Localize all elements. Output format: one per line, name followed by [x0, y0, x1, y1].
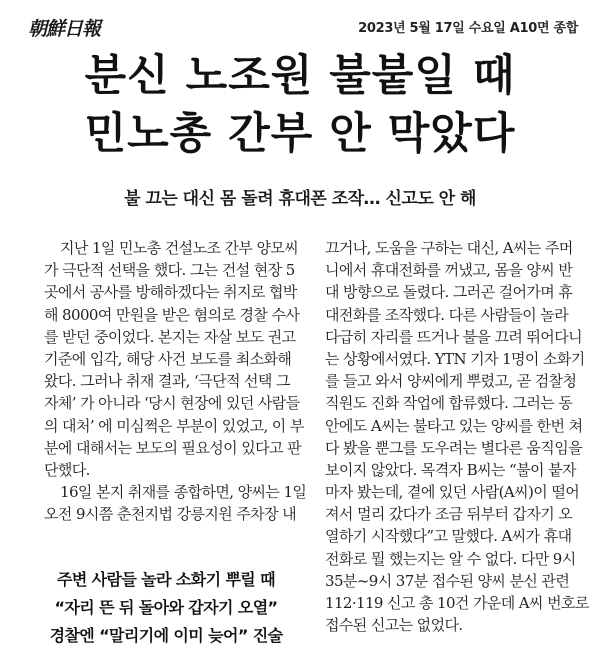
body-line: 35분~9시 37분 접수된 양씨 분신 관련	[325, 571, 570, 590]
body-line: 를 들고 와서 양씨에게 뿌렸고, 곧 검찰청	[325, 372, 577, 391]
body-line: 기준에 입각, 해당 사건 보도를 최소화해	[44, 349, 292, 368]
body-line: 16일 본지 취재를 종합하면, 양씨는 1일	[60, 483, 307, 502]
pull-quote-box	[36, 566, 296, 650]
pull-quote-line: “자리 뜬 뒤 돌아와 갑자기 오열”	[54, 598, 278, 617]
body-line: 오전 9시쯤 춘천지법 강릉지원 주차장 내	[44, 505, 297, 524]
body-line: 자체’ 가 아니라 ‘당시 현장에 있던 사람들	[44, 394, 300, 413]
subheadline: 불 끄는 대신 몸 돌려 휴대폰 조작… 신고도 안 해	[124, 189, 476, 209]
body-line: 왔다. 그러나 취재 결과, ‘극단적 선택 그	[44, 372, 290, 391]
headline-line-2: 민노총 간부 안 막았다	[84, 109, 516, 159]
article-column-right	[325, 237, 589, 636]
body-line: 전화로 뭘 했는지는 알 수 없다. 다만 9시	[325, 549, 576, 568]
body-line: 니에서 휴대전화를 꺼냈고, 몸을 양씨 반	[325, 261, 573, 280]
body-line: 분에 대해서는 보도의 필요성이 있다고 판	[44, 438, 301, 457]
body-line: 열하기 시작했다”고 말했다. A씨가 휴대	[325, 527, 572, 546]
publication-dateline: 2023년 5월 17일 수요일 A10면 종합	[358, 21, 578, 36]
body-line: 112·119 신고 총 10건 가운데 A씨 번호로	[325, 594, 589, 612]
body-line: 대 방향으로 돌렸다. 그러곤 걸어가며 휴	[325, 283, 573, 302]
pull-quote-line: 주변 사람들 놀라 소화기 뿌릴 때	[57, 570, 275, 589]
body-line: 다 봤을 뿐그를 도우려는 별다른 움직임을	[325, 438, 582, 457]
headline-line-1: 분신 노조원 불붙일 때	[84, 51, 516, 101]
body-line: 가 극단적 선택을 했다. 그는 건설 현장 5	[44, 261, 295, 280]
body-line: 마자 봤는데, 곁에 있던 사람(A씨)이 떨어	[325, 483, 580, 502]
body-line: 대전화를 조작했다. 다른 사람들이 놀라	[325, 305, 569, 324]
newspaper-masthead: 朝鮮日報	[28, 18, 101, 40]
pull-quote-line: 경찰엔 “말리기에 이미 늦어” 진술	[49, 626, 283, 645]
body-line: 접수된 신고는 없었다.	[325, 616, 463, 635]
body-line: 다급히 자리를 뜨거나 불을 끄려 뛰어다니	[325, 327, 582, 346]
body-line: 보이지 않았다. 목격자 B씨는 “불이 붙자	[325, 460, 576, 479]
body-line: 직원도 진화 작업에 합류했다. 그러는 동	[325, 394, 573, 413]
body-line: 안에도 A씨는 불타고 있는 양씨를 한번 쳐	[325, 416, 583, 435]
body-line: 의 대처’ 에 미심쩍은 부분이 있었고, 이 부	[44, 416, 304, 435]
body-line: 단했다.	[44, 460, 90, 479]
body-line: 는 상황에서였다. YTN 기자 1명이 소화기	[325, 349, 585, 368]
body-line: 를 받던 중이었다. 본지는 자살 보도 권고	[44, 327, 296, 346]
body-line: 끄거나, 도움을 구하는 대신, A씨는 주머	[325, 239, 573, 257]
body-line: 해 8000여 만원을 받은 혐의로 경찰 수사	[44, 305, 300, 324]
body-line: 곳에서 공사를 방해하겠다는 취지로 협박	[44, 283, 297, 302]
body-line: 져서 멀리 갔다가 조금 뒤부터 갑자기 오	[325, 505, 573, 524]
body-line: 지난 1일 민노총 건설노조 간부 양모씨	[60, 239, 299, 257]
article-column-left	[44, 237, 307, 525]
